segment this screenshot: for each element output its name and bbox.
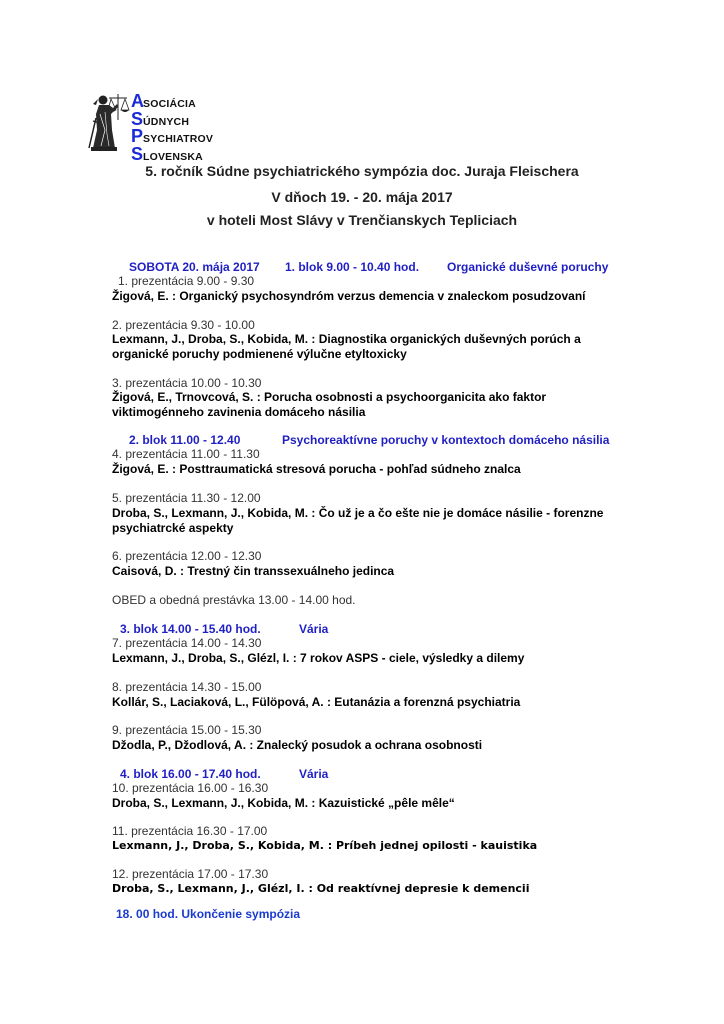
block-2-label: 2. blok 11.00 - 12.40	[129, 433, 241, 447]
talk-title: Žigová, E., Trnovcová, S. : Porucha osobnosti a psychoorganicita ako faktor	[112, 390, 547, 404]
talk-title: Lexmann, J., Droba, S., Kobida, M. : Diagnostika organických duševných porúch a	[112, 332, 581, 346]
logo-line: SÚDNYCH	[131, 108, 190, 129]
day-heading: SOBOTA 20. mája 2017	[129, 260, 260, 274]
talk-slot: 2. prezentácia 9.30 - 10.00	[112, 318, 255, 332]
talk-title-cont: viktimogénneho zavinenia domáceho násilia	[112, 405, 366, 419]
logo-line: ASOCIÁCIA	[131, 91, 196, 111]
block-1-topic: Organické duševné poruchy	[447, 260, 609, 274]
talk-slot: 3. prezentácia 10.00 - 10.30	[112, 376, 262, 390]
block-4-topic: Vária	[299, 767, 329, 781]
talk-title: Droba, S., Lexmann, J., Kobida, M. : Čo už je a čo ešte nie je domáce násilie - forenzne	[112, 506, 604, 520]
talk-slot: 8. prezentácia 14.30 - 15.00	[112, 680, 262, 694]
talk-title: Žigová, E. : Posttraumatická stresová porucha - pohľad súdneho znalca	[112, 462, 521, 476]
talk-slot: 9. prezentácia 15.00 - 15.30	[112, 723, 262, 737]
talk-slot: 4. prezentácia 11.00 - 11.30	[112, 447, 260, 461]
talk-title: Lexmann, J., Droba, S., Glézl, I. : 7 rokov ASPS - ciele, výsledky a dilemy	[112, 651, 525, 665]
justice-statue-icon	[87, 90, 131, 152]
talk-slot: 5. prezentácia 11.30 - 12.00	[112, 491, 261, 505]
talk-title: Droba, S., Lexmann, J., Glézl, I. : Od reaktívnej depresie k demencii	[112, 882, 530, 895]
block-2-topic: Psychoreaktívne poruchy v kontextoch domáceho násilia	[282, 433, 610, 447]
lunch-break: OBED a obedná prestávka 13.00 - 14.00 hod.	[112, 593, 356, 607]
asps-logo	[87, 90, 227, 164]
talk-title: Džodla, P., Džodlová, A. : Znalecký posudok a ochrana osobnosti	[112, 738, 483, 752]
logo-wordmark	[131, 91, 214, 164]
talk-title-cont: psychiatrcké aspekty	[112, 521, 234, 535]
symposium-title: 5. ročník Súdne psychiatrického sympózia doc. Juraja Fleischera	[145, 163, 579, 179]
block-4-label: 4. blok 16.00 - 17.40 hod.	[120, 767, 261, 781]
closing-note: 18. 00 hod. Ukončenie sympózia	[116, 907, 301, 921]
symposium-venue: v hoteli Most Slávy v Trenčianskych Tepliciach	[206, 212, 518, 228]
talk-slot: 6. prezentácia 12.00 - 12.30	[112, 549, 262, 563]
talk-title: Žigová, E. : Organický psychosyndróm verzus demencia v znaleckom posudzovaní	[112, 289, 586, 303]
talk-slot: 7. prezentácia 14.00 - 14.30	[112, 636, 262, 650]
talk-slot: 11. prezentácia 16.30 - 17.00	[112, 824, 268, 838]
talk-title: Caisová, D. : Trestný čin transsexuálneho jedinca	[112, 564, 395, 578]
talk-slot: 1. prezentácia 9.00 - 9.30	[118, 274, 255, 288]
block-1-label: 1. blok 9.00 - 10.40 hod.	[285, 260, 420, 274]
logo-line: PSYCHIATROV	[131, 126, 214, 146]
talk-title: Lexmann, J., Droba, S., Kobida, M. : Príbeh jednej opilosti - kauistika	[112, 839, 538, 852]
talk-slot: 12. prezentácia 17.00 - 17.30	[112, 867, 269, 881]
talk-title-cont: organické poruchy podmienené výlučne etyltoxicky	[112, 347, 407, 361]
block-3-topic: Vária	[299, 622, 329, 636]
talk-slot: 10. prezentácia 16.00 - 16.30	[112, 781, 269, 795]
talk-title: Kollár, S., Laciaková, L., Fülöpová, A. : Eutanázia a forenzná psychiatria	[112, 695, 521, 709]
symposium-dates: V dňoch 19. - 20. mája 2017	[271, 189, 453, 205]
logo-line: SLOVENSKA	[131, 143, 203, 164]
talk-title: Droba, S., Lexmann, J., Kobida, M. : Kazuistické „pêle mêle“	[112, 796, 455, 810]
block-3-label: 3. blok 14.00 - 15.40 hod.	[120, 622, 261, 636]
